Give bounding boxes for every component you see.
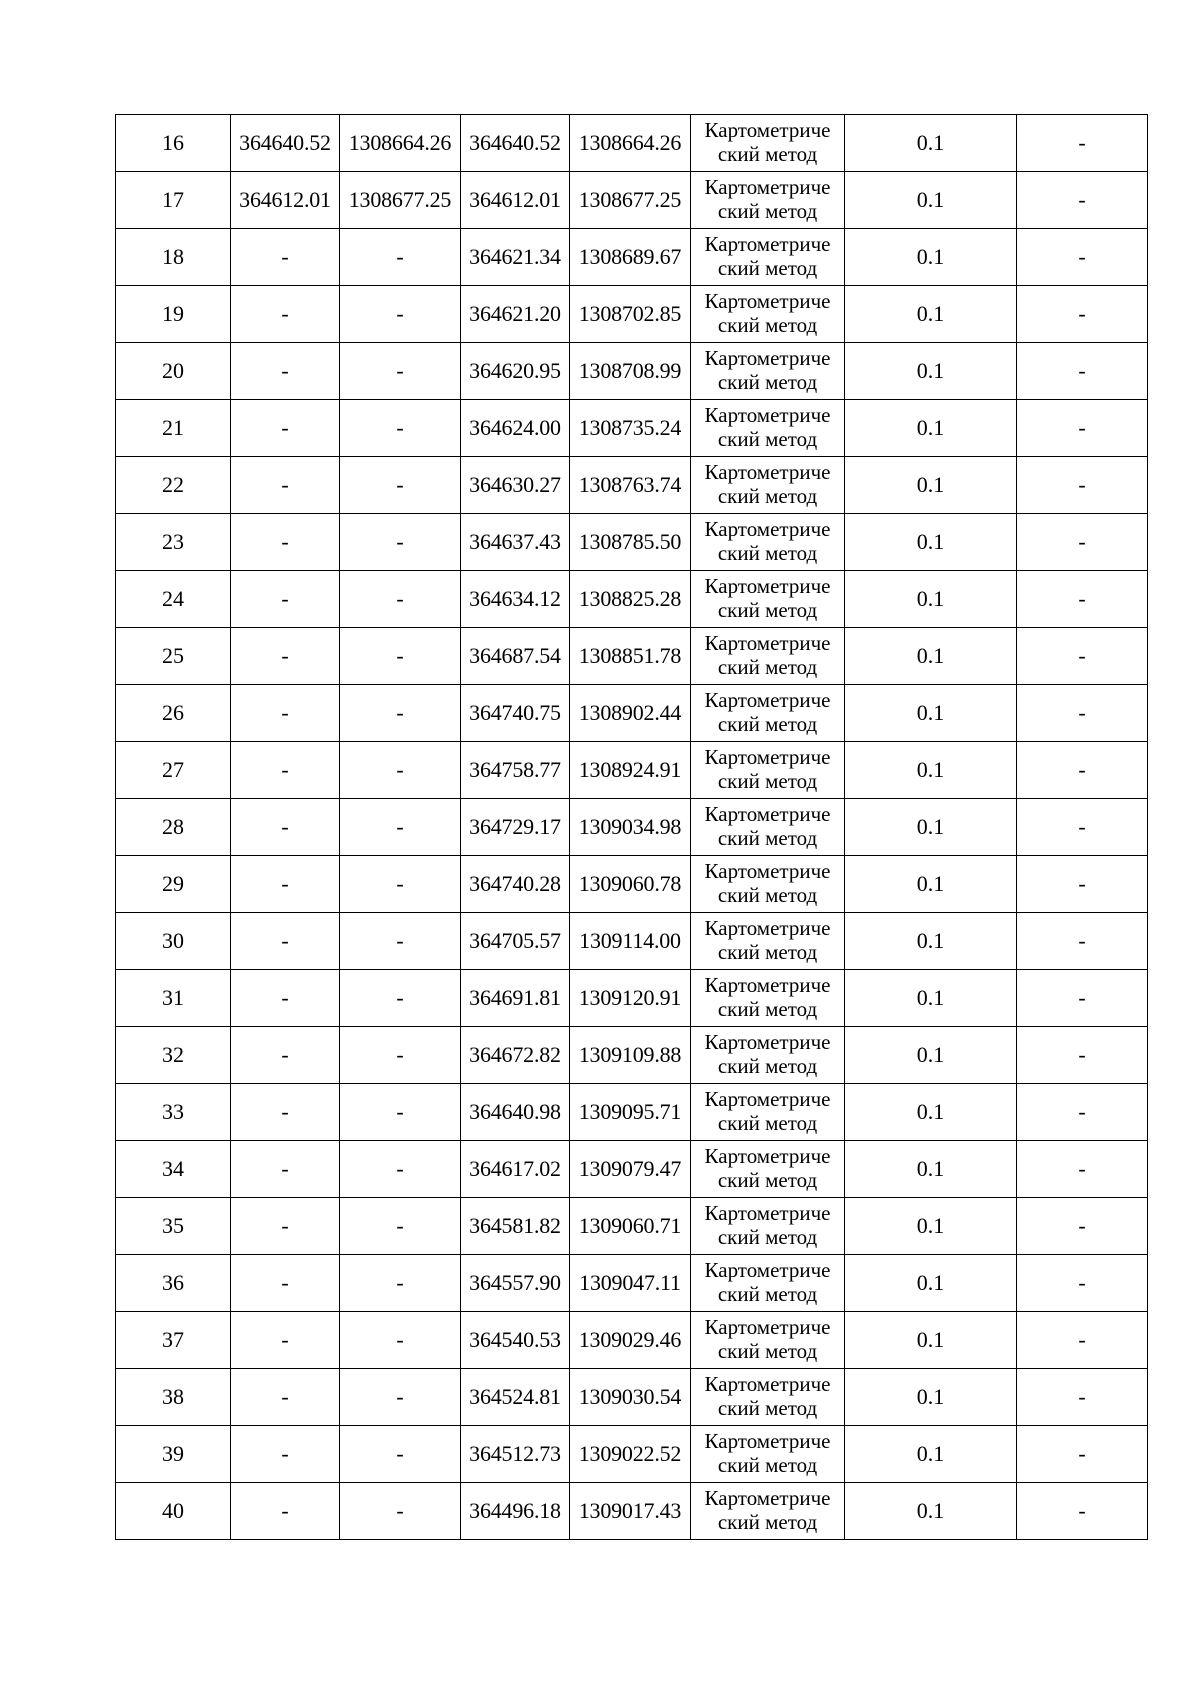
- existing-y-cell: -: [340, 457, 461, 514]
- accuracy-cell: 0.1: [845, 628, 1017, 685]
- new-x-cell: 364637.43: [461, 514, 570, 571]
- point-number-cell: 29: [116, 856, 231, 913]
- new-y-cell: 1308763.74: [570, 457, 691, 514]
- new-x-cell: 364524.81: [461, 1369, 570, 1426]
- existing-x-cell: -: [231, 343, 340, 400]
- method-cell: [691, 1198, 845, 1255]
- point-number-cell: 23: [116, 514, 231, 571]
- table-row: [116, 685, 1148, 742]
- method-cell: [691, 628, 845, 685]
- note-cell: -: [1017, 343, 1148, 400]
- existing-y-cell: -: [340, 1084, 461, 1141]
- new-y-cell: 1308924.91: [570, 742, 691, 799]
- existing-x-cell: -: [231, 1369, 340, 1426]
- table-row: [116, 913, 1148, 970]
- method-line-1: Картометриче: [704, 460, 831, 485]
- note-cell: -: [1017, 1483, 1148, 1540]
- existing-y-cell: -: [340, 229, 461, 286]
- method-line-2: ский метод: [717, 826, 818, 850]
- method-line-1: Картометриче: [704, 1144, 831, 1169]
- method-cell: [691, 286, 845, 343]
- method-line-2: ский метод: [717, 1111, 818, 1135]
- method-cell: [691, 343, 845, 400]
- note-cell: -: [1017, 628, 1148, 685]
- method-line-1: Картометриче: [704, 1030, 831, 1055]
- table-row: [116, 799, 1148, 856]
- method-line-2: ский метод: [717, 142, 818, 166]
- existing-y-cell: 1308677.25: [340, 172, 461, 229]
- method-line-2: ский метод: [717, 1282, 818, 1306]
- existing-y-cell: -: [340, 970, 461, 1027]
- method-cell: [691, 742, 845, 799]
- note-cell: -: [1017, 400, 1148, 457]
- existing-y-cell: -: [340, 1198, 461, 1255]
- accuracy-cell: 0.1: [845, 685, 1017, 742]
- accuracy-cell: 0.1: [845, 1483, 1017, 1540]
- existing-x-cell: -: [231, 400, 340, 457]
- method-line-2: ский метод: [717, 427, 818, 451]
- table-row: [116, 1255, 1148, 1312]
- existing-x-cell: -: [231, 1084, 340, 1141]
- existing-x-cell: -: [231, 742, 340, 799]
- point-number-cell: 16: [116, 115, 231, 172]
- existing-x-cell: -: [231, 913, 340, 970]
- method-cell: [691, 115, 845, 172]
- new-y-cell: 1309109.88: [570, 1027, 691, 1084]
- new-y-cell: 1308902.44: [570, 685, 691, 742]
- method-line-1: Картометриче: [704, 1201, 831, 1226]
- point-number-cell: 30: [116, 913, 231, 970]
- existing-x-cell: -: [231, 970, 340, 1027]
- table-row: [116, 1027, 1148, 1084]
- method-line-1: Картометриче: [704, 1315, 831, 1340]
- point-number-cell: 39: [116, 1426, 231, 1483]
- existing-y-cell: -: [340, 799, 461, 856]
- method-line-1: Картометриче: [704, 745, 831, 770]
- method-cell: [691, 400, 845, 457]
- new-y-cell: 1309114.00: [570, 913, 691, 970]
- accuracy-cell: 0.1: [845, 856, 1017, 913]
- table-row: [116, 229, 1148, 286]
- point-number-cell: 24: [116, 571, 231, 628]
- method-line-1: Картометриче: [704, 232, 831, 257]
- note-cell: -: [1017, 970, 1148, 1027]
- method-line-2: ский метод: [717, 598, 818, 622]
- method-line-1: Картометриче: [704, 688, 831, 713]
- existing-x-cell: -: [231, 1255, 340, 1312]
- note-cell: -: [1017, 1255, 1148, 1312]
- method-line-1: Картометриче: [704, 1087, 831, 1112]
- existing-y-cell: -: [340, 1141, 461, 1198]
- point-number-cell: 36: [116, 1255, 231, 1312]
- accuracy-cell: 0.1: [845, 115, 1017, 172]
- method-cell: [691, 1255, 845, 1312]
- point-number-cell: 40: [116, 1483, 231, 1540]
- new-x-cell: 364705.57: [461, 913, 570, 970]
- table-row: [116, 343, 1148, 400]
- method-line-1: Картометриче: [704, 574, 831, 599]
- table-row: [116, 115, 1148, 172]
- method-line-1: Картометриче: [704, 1486, 831, 1511]
- method-line-1: Картометриче: [704, 118, 831, 143]
- existing-x-cell: -: [231, 1483, 340, 1540]
- method-line-1: Картометриче: [704, 403, 831, 428]
- method-line-2: ский метод: [717, 256, 818, 280]
- method-line-2: ский метод: [717, 769, 818, 793]
- existing-x-cell: -: [231, 1312, 340, 1369]
- new-y-cell: 1309022.52: [570, 1426, 691, 1483]
- accuracy-cell: 0.1: [845, 799, 1017, 856]
- new-y-cell: 1308664.26: [570, 115, 691, 172]
- existing-x-cell: -: [231, 514, 340, 571]
- existing-x-cell: -: [231, 1027, 340, 1084]
- new-y-cell: 1308689.67: [570, 229, 691, 286]
- existing-y-cell: -: [340, 400, 461, 457]
- new-y-cell: 1308825.28: [570, 571, 691, 628]
- method-line-1: Картометриче: [704, 1429, 831, 1454]
- table-row: [116, 172, 1148, 229]
- method-line-2: ский метод: [717, 1339, 818, 1363]
- existing-y-cell: -: [340, 286, 461, 343]
- note-cell: -: [1017, 115, 1148, 172]
- new-x-cell: 364612.01: [461, 172, 570, 229]
- method-cell: [691, 913, 845, 970]
- method-line-2: ский метод: [717, 997, 818, 1021]
- point-number-cell: 17: [116, 172, 231, 229]
- existing-y-cell: -: [340, 1255, 461, 1312]
- new-x-cell: 364691.81: [461, 970, 570, 1027]
- new-x-cell: 364758.77: [461, 742, 570, 799]
- existing-y-cell: -: [340, 913, 461, 970]
- new-y-cell: 1309029.46: [570, 1312, 691, 1369]
- note-cell: -: [1017, 514, 1148, 571]
- method-line-1: Картометриче: [704, 517, 831, 542]
- new-y-cell: 1308708.99: [570, 343, 691, 400]
- method-cell: [691, 1027, 845, 1084]
- existing-x-cell: -: [231, 856, 340, 913]
- method-line-2: ский метод: [717, 484, 818, 508]
- table-row: [116, 1084, 1148, 1141]
- existing-y-cell: -: [340, 856, 461, 913]
- point-number-cell: 32: [116, 1027, 231, 1084]
- new-x-cell: 364634.12: [461, 571, 570, 628]
- point-number-cell: 20: [116, 343, 231, 400]
- note-cell: -: [1017, 1027, 1148, 1084]
- note-cell: -: [1017, 172, 1148, 229]
- new-x-cell: 364729.17: [461, 799, 570, 856]
- note-cell: -: [1017, 742, 1148, 799]
- method-line-1: Картометриче: [704, 973, 831, 998]
- existing-y-cell: -: [340, 685, 461, 742]
- point-number-cell: 31: [116, 970, 231, 1027]
- point-number-cell: 22: [116, 457, 231, 514]
- point-number-cell: 25: [116, 628, 231, 685]
- table-row: [116, 628, 1148, 685]
- accuracy-cell: 0.1: [845, 1312, 1017, 1369]
- existing-y-cell: -: [340, 1483, 461, 1540]
- new-x-cell: 364581.82: [461, 1198, 570, 1255]
- method-line-1: Картометриче: [704, 859, 831, 884]
- accuracy-cell: 0.1: [845, 172, 1017, 229]
- accuracy-cell: 0.1: [845, 457, 1017, 514]
- new-y-cell: 1309034.98: [570, 799, 691, 856]
- method-cell: [691, 514, 845, 571]
- method-line-2: ский метод: [717, 655, 818, 679]
- table-row: [116, 400, 1148, 457]
- table-row: [116, 1312, 1148, 1369]
- new-x-cell: 364740.75: [461, 685, 570, 742]
- note-cell: -: [1017, 1312, 1148, 1369]
- point-number-cell: 38: [116, 1369, 231, 1426]
- existing-x-cell: 364612.01: [231, 172, 340, 229]
- new-y-cell: 1309079.47: [570, 1141, 691, 1198]
- method-line-2: ский метод: [717, 1510, 818, 1534]
- new-y-cell: 1309047.11: [570, 1255, 691, 1312]
- method-cell: [691, 1312, 845, 1369]
- accuracy-cell: 0.1: [845, 343, 1017, 400]
- new-x-cell: 364740.28: [461, 856, 570, 913]
- new-x-cell: 364617.02: [461, 1141, 570, 1198]
- point-number-cell: 28: [116, 799, 231, 856]
- accuracy-cell: 0.1: [845, 742, 1017, 799]
- method-line-1: Картометриче: [704, 175, 831, 200]
- method-cell: [691, 685, 845, 742]
- existing-y-cell: -: [340, 343, 461, 400]
- accuracy-cell: 0.1: [845, 1027, 1017, 1084]
- table-body: [116, 115, 1148, 1540]
- point-number-cell: 19: [116, 286, 231, 343]
- existing-y-cell: -: [340, 742, 461, 799]
- method-line-1: Картометриче: [704, 802, 831, 827]
- point-number-cell: 21: [116, 400, 231, 457]
- existing-x-cell: -: [231, 799, 340, 856]
- table-row: [116, 571, 1148, 628]
- note-cell: -: [1017, 1141, 1148, 1198]
- coordinates-table: [115, 114, 1148, 1540]
- new-x-cell: 364624.00: [461, 400, 570, 457]
- existing-y-cell: -: [340, 1426, 461, 1483]
- point-number-cell: 18: [116, 229, 231, 286]
- method-line-1: Картометриче: [704, 916, 831, 941]
- method-cell: [691, 970, 845, 1027]
- new-x-cell: 364620.95: [461, 343, 570, 400]
- table-row: [116, 457, 1148, 514]
- note-cell: -: [1017, 1426, 1148, 1483]
- accuracy-cell: 0.1: [845, 1198, 1017, 1255]
- new-x-cell: 364630.27: [461, 457, 570, 514]
- new-y-cell: 1308851.78: [570, 628, 691, 685]
- table-row: [116, 286, 1148, 343]
- method-line-2: ский метод: [717, 883, 818, 907]
- note-cell: -: [1017, 457, 1148, 514]
- method-cell: [691, 571, 845, 628]
- method-line-2: ский метод: [717, 313, 818, 337]
- new-y-cell: 1309095.71: [570, 1084, 691, 1141]
- method-line-2: ский метод: [717, 541, 818, 565]
- note-cell: -: [1017, 286, 1148, 343]
- existing-x-cell: -: [231, 571, 340, 628]
- existing-y-cell: -: [340, 1027, 461, 1084]
- method-line-2: ский метод: [717, 712, 818, 736]
- point-number-cell: 35: [116, 1198, 231, 1255]
- method-line-2: ский метод: [717, 940, 818, 964]
- table-row: [116, 1483, 1148, 1540]
- method-cell: [691, 1141, 845, 1198]
- accuracy-cell: 0.1: [845, 400, 1017, 457]
- method-cell: [691, 229, 845, 286]
- new-x-cell: 364672.82: [461, 1027, 570, 1084]
- point-number-cell: 27: [116, 742, 231, 799]
- existing-x-cell: -: [231, 685, 340, 742]
- method-line-2: ский метод: [717, 370, 818, 394]
- table-row: [116, 742, 1148, 799]
- existing-x-cell: -: [231, 628, 340, 685]
- note-cell: -: [1017, 1084, 1148, 1141]
- accuracy-cell: 0.1: [845, 970, 1017, 1027]
- new-x-cell: 364687.54: [461, 628, 570, 685]
- existing-x-cell: -: [231, 229, 340, 286]
- new-y-cell: 1308735.24: [570, 400, 691, 457]
- accuracy-cell: 0.1: [845, 1369, 1017, 1426]
- method-cell: [691, 856, 845, 913]
- new-x-cell: 364557.90: [461, 1255, 570, 1312]
- method-cell: [691, 457, 845, 514]
- existing-y-cell: -: [340, 514, 461, 571]
- method-line-1: Картометриче: [704, 1372, 831, 1397]
- existing-x-cell: -: [231, 457, 340, 514]
- note-cell: -: [1017, 913, 1148, 970]
- table-row: [116, 1198, 1148, 1255]
- table-row: [116, 514, 1148, 571]
- new-x-cell: 364640.52: [461, 115, 570, 172]
- table-row: [116, 970, 1148, 1027]
- existing-y-cell: -: [340, 1312, 461, 1369]
- new-x-cell: 364512.73: [461, 1426, 570, 1483]
- existing-y-cell: -: [340, 628, 461, 685]
- method-cell: [691, 799, 845, 856]
- existing-y-cell: -: [340, 1369, 461, 1426]
- existing-x-cell: 364640.52: [231, 115, 340, 172]
- new-y-cell: 1309017.43: [570, 1483, 691, 1540]
- table-row: [116, 1426, 1148, 1483]
- existing-y-cell: 1308664.26: [340, 115, 461, 172]
- new-y-cell: 1308702.85: [570, 286, 691, 343]
- new-y-cell: 1309030.54: [570, 1369, 691, 1426]
- note-cell: -: [1017, 856, 1148, 913]
- note-cell: -: [1017, 229, 1148, 286]
- method-cell: [691, 1426, 845, 1483]
- accuracy-cell: 0.1: [845, 913, 1017, 970]
- method-line-2: ский метод: [717, 1396, 818, 1420]
- accuracy-cell: 0.1: [845, 286, 1017, 343]
- accuracy-cell: 0.1: [845, 571, 1017, 628]
- note-cell: -: [1017, 1198, 1148, 1255]
- existing-x-cell: -: [231, 1198, 340, 1255]
- new-x-cell: 364621.20: [461, 286, 570, 343]
- table-row: [116, 1141, 1148, 1198]
- accuracy-cell: 0.1: [845, 1141, 1017, 1198]
- point-number-cell: 37: [116, 1312, 231, 1369]
- new-x-cell: 364540.53: [461, 1312, 570, 1369]
- method-line-1: Картометриче: [704, 1258, 831, 1283]
- table-row: [116, 856, 1148, 913]
- new-y-cell: 1309120.91: [570, 970, 691, 1027]
- accuracy-cell: 0.1: [845, 229, 1017, 286]
- method-line-2: ский метод: [717, 199, 818, 223]
- existing-y-cell: -: [340, 571, 461, 628]
- existing-x-cell: -: [231, 1426, 340, 1483]
- method-line-2: ский метод: [717, 1453, 818, 1477]
- note-cell: -: [1017, 685, 1148, 742]
- new-y-cell: 1308677.25: [570, 172, 691, 229]
- method-line-2: ский метод: [717, 1054, 818, 1078]
- note-cell: -: [1017, 1369, 1148, 1426]
- accuracy-cell: 0.1: [845, 1426, 1017, 1483]
- method-cell: [691, 172, 845, 229]
- method-line-1: Картометриче: [704, 289, 831, 314]
- method-line-1: Картометриче: [704, 346, 831, 371]
- method-cell: [691, 1369, 845, 1426]
- note-cell: -: [1017, 799, 1148, 856]
- accuracy-cell: 0.1: [845, 1084, 1017, 1141]
- point-number-cell: 26: [116, 685, 231, 742]
- method-cell: [691, 1084, 845, 1141]
- point-number-cell: 34: [116, 1141, 231, 1198]
- point-number-cell: 33: [116, 1084, 231, 1141]
- new-x-cell: 364621.34: [461, 229, 570, 286]
- note-cell: -: [1017, 571, 1148, 628]
- new-x-cell: 364640.98: [461, 1084, 570, 1141]
- new-y-cell: 1309060.71: [570, 1198, 691, 1255]
- new-y-cell: 1309060.78: [570, 856, 691, 913]
- existing-x-cell: -: [231, 286, 340, 343]
- method-line-1: Картометриче: [704, 631, 831, 656]
- method-line-2: ский метод: [717, 1168, 818, 1192]
- method-cell: [691, 1483, 845, 1540]
- existing-x-cell: -: [231, 1141, 340, 1198]
- method-line-2: ский метод: [717, 1225, 818, 1249]
- accuracy-cell: 0.1: [845, 1255, 1017, 1312]
- accuracy-cell: 0.1: [845, 514, 1017, 571]
- new-y-cell: 1308785.50: [570, 514, 691, 571]
- new-x-cell: 364496.18: [461, 1483, 570, 1540]
- table-row: [116, 1369, 1148, 1426]
